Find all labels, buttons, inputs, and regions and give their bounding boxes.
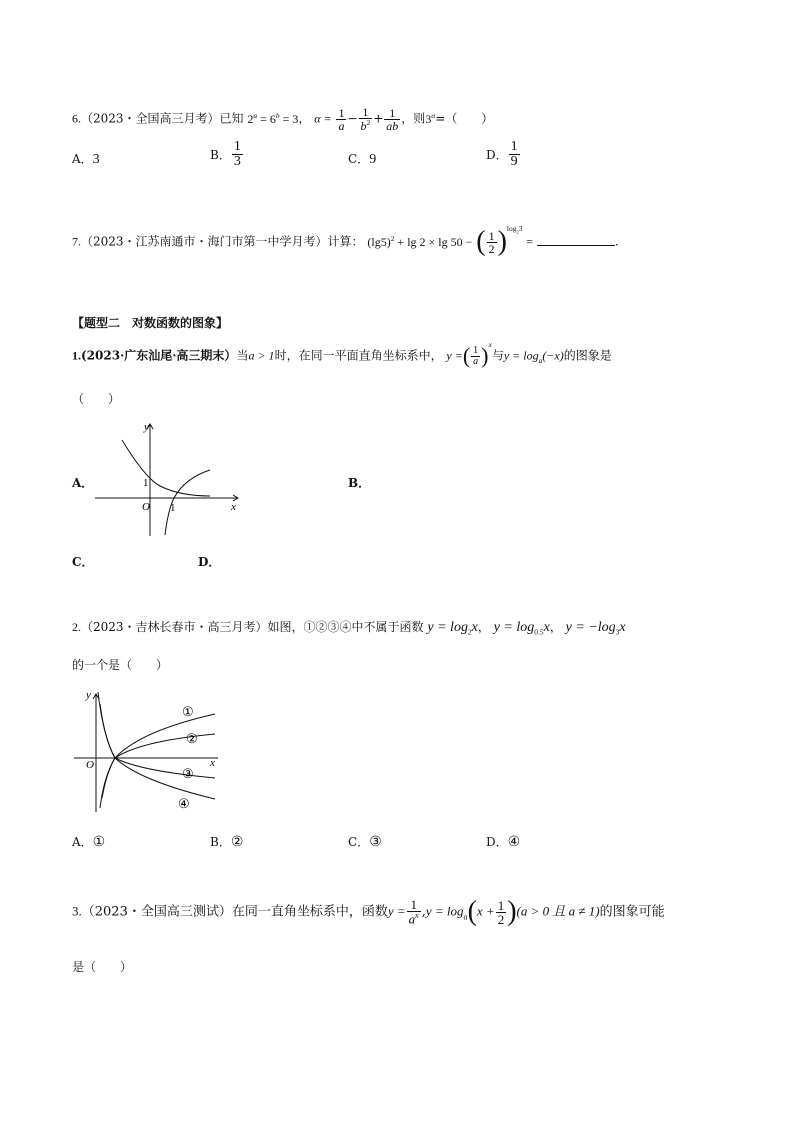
q1-option-a-graph (90, 418, 250, 540)
q6-query: $3^\alpha$ (425, 110, 436, 126)
q2-line-2: 的一个是（ ） (72, 658, 169, 672)
q2-curve-3 (100, 704, 215, 778)
q2-option-d[interactable]: D．④ (486, 834, 521, 850)
question-6-stem: 6.（2023・全国高三月考）已知 $2^a = 6^b = 3$， α = $\frac{1}{a}$ − $\frac{1}{b^2}$ + $\frac{1}{ab}$ ，则$3^\alpha=$（ ） (72, 105, 494, 133)
q2-x-label: x (210, 757, 215, 769)
q2-option-c[interactable]: C．③ (348, 834, 382, 850)
q7-half: $\frac{1}{2}$ (488, 228, 495, 256)
type2-question-1-stem: 1.(2023·广东汕尾·高三期末）当a > 1时，在同一平面直角坐标系中， y =( $\frac{1}{a}$ )$^x$与$y = \log_a(-x)$的图象是 (72, 339, 612, 368)
q1-option-c[interactable]: C． (72, 555, 94, 569)
type2-question-2-stem: 2.（2023・吉林长春市・高三月考）如图，①②③④中不属于函数 $y = \log_2x$， $y = \log_{0.5}x$， $y = -\log_3x$ (72, 620, 626, 637)
q2-option-a[interactable]: A．① (72, 834, 106, 850)
q6-option-d[interactable]: D． $\frac{1}{9}$ (486, 139, 518, 169)
q1-origin-label: O (142, 501, 150, 513)
q6-eq-part1: $2^a = 6^b = 3$ (247, 110, 299, 126)
q1-option-a[interactable]: A． (72, 476, 94, 490)
q2-curve-3-label: ③ (182, 766, 194, 781)
q1-y-one-label: 1 (143, 477, 149, 489)
q6-option-a[interactable]: A．3 (72, 152, 100, 167)
q2-y-label: y (86, 689, 91, 701)
q2-curve-1-label: ① (182, 704, 194, 719)
q6-answer-paren: =（ ） (435, 111, 494, 126)
q1-option-b[interactable]: B． (348, 476, 371, 490)
q2-graph (70, 686, 230, 816)
q1-graph-axes (95, 424, 238, 536)
q2-option-b[interactable]: B．② (210, 834, 244, 850)
q6-minus: − (347, 111, 358, 126)
q6-then: ，则 (401, 111, 426, 126)
q6-frac-2: $\frac{1}{b^2}$ (360, 105, 371, 133)
q7-expression: $(\lg 5)^2 + \lg 2 \times \lg 50$ − (367, 233, 473, 249)
q7-equals: = (526, 234, 534, 249)
q1-answer-paren: （ ） (72, 392, 121, 406)
q1-x-label: x (231, 501, 236, 513)
q6-plus: + (373, 111, 384, 126)
q1-option-d[interactable]: D． (198, 555, 221, 569)
q7-answer-blank[interactable] (537, 233, 615, 246)
q2-origin-label: O (86, 759, 94, 771)
question-7-stem: 7.（2023・江苏南通市・海门市第一中学月考）计算： $(\lg 5)^2 + \lg 2 \times \lg 50$ − ( $\frac{1}{2}$ )$^{log_23}$ = . (72, 223, 619, 257)
q7-exponent: log23 (506, 223, 523, 234)
q3-line-2: 是（ ） (72, 960, 133, 974)
type2-question-3-stem: 3.（2023・全国高三测试）在同一直角坐标系中，函数y = $\frac{1}{a^x}$ $,y = \log_a(x$ + $\frac{1}{2}$ )(a > 0 且 a ≠ 1)的图象可能 (72, 896, 665, 928)
section-title: 【题型二 对数函数的图象】 (72, 316, 229, 330)
q7-number: 7. (72, 234, 81, 249)
q6-number: 6. (72, 111, 81, 126)
q2-curve-1 (100, 714, 215, 808)
q6-frac-3: $\frac{1}{ab}$ (386, 105, 399, 133)
q2-curve-2 (102, 734, 215, 798)
q1-x-one-label: 1 (170, 502, 176, 514)
q1-y-label: y (144, 421, 149, 433)
q6-source: （2023・全国高三月考） (81, 111, 220, 126)
q2-curve-4-label: ④ (178, 796, 190, 811)
q6-option-c[interactable]: C．9 (348, 152, 377, 167)
q6-frac-1: $\frac{1}{a}$ (338, 105, 345, 133)
q2-curve-2-label: ② (186, 731, 198, 746)
q1-curve-exponential (122, 440, 210, 496)
q6-alpha: α = (314, 111, 332, 126)
q6-option-b[interactable]: B． $\frac{1}{3}$ (210, 139, 241, 169)
q6-text: 已知 (219, 111, 244, 126)
q7-source: （2023・江苏南通市・海门市第一中学月考）计算： (81, 234, 364, 249)
